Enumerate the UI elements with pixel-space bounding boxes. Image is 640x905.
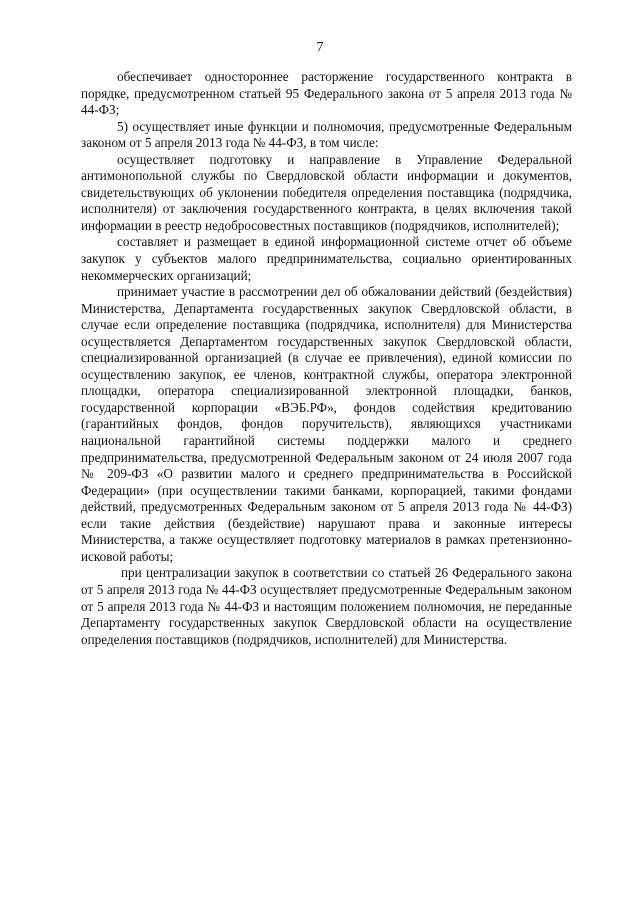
paragraph-centralized-procurement: при централизации закупок в соответствии со статьей 26 Федерального закона от 5 апреля 2013 года № 44-ФЗ осуществляет предусмотренные Федеральным законом от 5 апреля 2013 года № 44-ФЗ и настоящим положением полномочия, не переданные Департаменту государственных закупок Свердловской области на осуществление определения поставщиков (подрядчиков, исполнителей) для Министерства.	[81, 565, 572, 647]
paragraph-contract-termination: обеспечивает одностороннее расторжение государственного контракта в порядке, предусмотренном статьей 95 Федерального закона от 5 апреля 2013 года № 44-ФЗ;	[81, 69, 572, 118]
document-body	[81, 69, 572, 648]
paragraph-small-business-report: составляет и размещает в единой информационной системе отчет об объеме закупок у субъектов малого предпринимательства, социально ориентированных некоммерческих организаций;	[81, 234, 572, 283]
paragraph-appeals-participation: принимает участие в рассмотрении дел об обжаловании действий (бездействия) Министерства, Департамента государственных закупок Свердловской области, в случае если определение поставщика (подрядчика, исполнителя) для Министерства осуществляется Департаментом государственных закупок Свердловской области, специализированной организацией (в случае ее привлечения), единой комиссии по осуществлению закупок, ее членов, контрактной службы, оператора электронной площадки, оператора специализированной электронной площадки, банков, государственной корпорации «ВЭБ.РФ», фондов содействия кредитованию (гарантийных фондов, фондов поручительств), являющихся участниками национальной гарантийной системы поддержки малого и среднего предпринимательства, предусмотренной Федеральным законом от 24 июля 2007 года № 209-ФЗ «О развитии малого и среднего предпринимательства в Российской Федерации» (при осуществлении такими банками, корпорацией, такими фондами действий, предусмотренных Федеральным законом от 5 апреля 2013 года № 44-ФЗ) если такие действия (бездействие) нарушают права и законные интересы Министерства, а также осуществляет подготовку материалов в рамках претензионно-исковой работы;	[81, 284, 572, 564]
paragraph-fas-notification: осуществляет подготовку и направление в Управление Федеральной антимонопольной службы по Свердловской области информации и документов, свидетельствующих об уклонении победителя определения поставщика (подрядчика, исполнителя) от заключения государственного контракта, в целях включения такой информации в реестр недобросовестных поставщиков (подрядчиков, исполнителей);	[81, 151, 572, 233]
paragraph-other-functions: 5) осуществляет иные функции и полномочия, предусмотренные Федеральным законом от 5 апреля 2013 года № 44-ФЗ, в том числе:	[81, 118, 572, 151]
page-number: 7	[316, 40, 324, 55]
